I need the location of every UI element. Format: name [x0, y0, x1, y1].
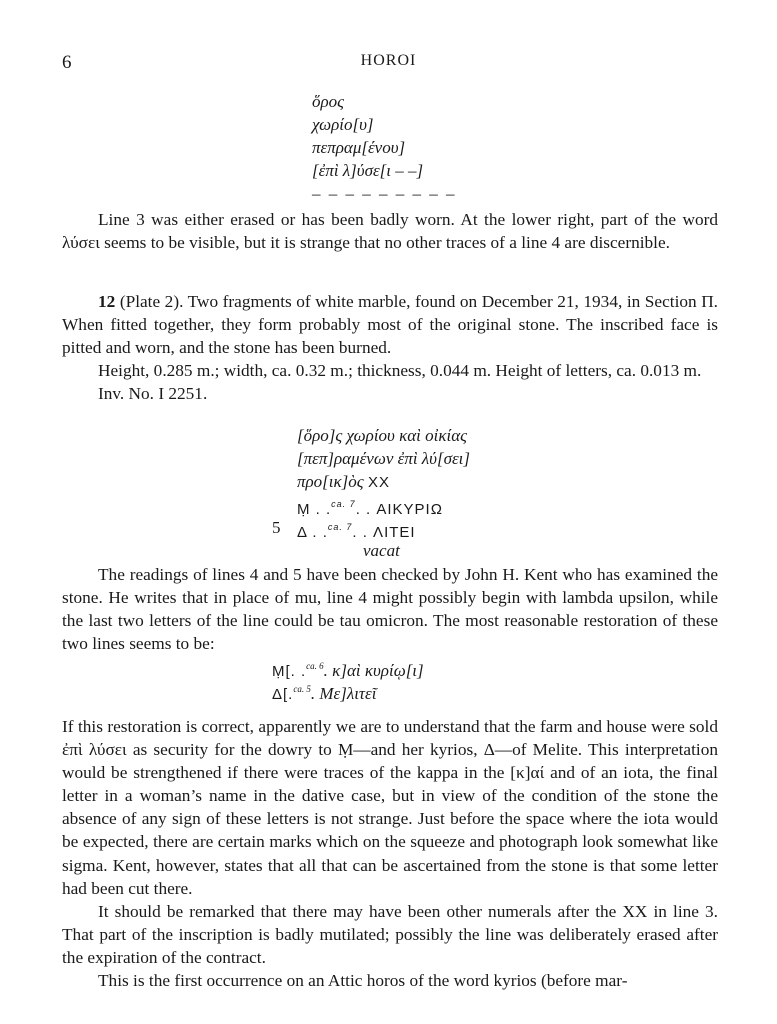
paragraph [62, 715, 718, 992]
inscription-line: πεπραμ[ένου] [312, 138, 406, 157]
inscription-text: . . ΑΙΚΥΡΙΩ [355, 501, 443, 518]
restoration-text: Ṃ[. . [272, 663, 307, 680]
paragraph [62, 208, 718, 254]
paragraph-text: If this restoration is correct, apparently we are to understand that the farm and house were sold ἐπὶ λύσει as security for the dowry to Ṃ—and her kyrios, Δ—of Melite. This interpretation would be strengthened if there were traces of the kappa in the [κ]αί and of an iota, the final letter in a woman’s name in the dative case, but in view of the condition of the stone the absence of any sign of these letters is not strange. Just before the space where the iota would be expected, there are certain marks which on the squeeze and photograph look somewhat like sigma. Kent, however, states that all that can be ascertained from the stone is that some letter had been cut there. [62, 717, 718, 898]
lacuna-count: ca. 7 [327, 522, 353, 532]
entry-inventory: Inv. No. I 2251. [98, 384, 208, 404]
restoration-line [272, 678, 424, 701]
entry-intro [62, 290, 718, 359]
inscription-line [272, 516, 470, 541]
page-number: 6 [62, 52, 72, 73]
restoration-text: . Με]λιτεῖ [310, 684, 377, 703]
inscription-11 [312, 90, 457, 205]
paragraph [62, 563, 718, 655]
inscription-line [297, 470, 470, 493]
paragraph-text: Line 3 was either erased or has been badly worn. At the lower right, part of the word λύσει seems to be visible, but it is strange that no other traces of a line 4 are discernible. [62, 210, 718, 253]
restoration [272, 655, 424, 701]
inscription-line: ὅρος [312, 92, 345, 111]
inscription-text: . . ΛΙΤΕΙ [352, 524, 416, 541]
paragraph-text: It should be remarked that there may have been other numerals after the XX in line 3. That part of the inscription is badly mutilated; possibly the line was deliberately erased after the expiration of the contract. [62, 901, 718, 967]
inscription-line: [ἐπὶ λ]ύσε[ι – –] [312, 161, 424, 180]
inscription-12 [272, 424, 471, 562]
entry-dimensions: Height, 0.285 m.; width, ca. 0.32 m.; thickness, 0.044 m. Height of letters, ca. 0.013 m. [98, 361, 702, 381]
paragraph-text: This is the first occurrence on an Attic horos of the word kyrios (before mar- [98, 971, 628, 991]
vacat-note: vacat [363, 541, 400, 560]
page-header [0, 52, 777, 76]
inscription-text: Ṃ . . [297, 501, 332, 518]
running-head: HOROI [360, 52, 417, 69]
lacuna-count: ca. 7 [331, 499, 356, 509]
restoration-text: Δ[. [272, 686, 294, 703]
inscription-line: χωρίο[υ] [312, 115, 374, 134]
restoration-text: . κ]αὶ κυρίῳ[ι] [323, 661, 424, 680]
inscription-text: Δ . . [297, 524, 328, 541]
entry-intro-text: (Plate 2). Two fragments of white marble, found on December 21, 1934, in Section Π. When fitted together, they form probably most of the original stone. The inscribed face is pitted and worn, and the stone has been burned. [62, 292, 718, 358]
lacuna-count: ca. 6 [306, 661, 324, 671]
restoration-line [272, 655, 424, 678]
inscription-line [297, 493, 470, 516]
entry-12 [62, 290, 718, 405]
inscription-text: προ[ικ]ὸς [297, 472, 364, 491]
inscription-line: [πεπ]ραμένων ἐπὶ λύ[σει] [297, 449, 471, 468]
inscription-line: [ὅρο]ς χωρίου καὶ οἰκίας [297, 426, 468, 445]
lacuna-count: ca. 5 [293, 684, 311, 694]
entry-number: 12 [98, 292, 116, 311]
inscription-line: – – – – – – – – – [312, 184, 457, 203]
paragraph-text: The readings of lines 4 and 5 have been checked by John H. Kent who has examined the stone. He writes that in place of mu, line 4 might possibly begin with lambda upsilon, while the last two letters of the line could be tau omicron. The most reasonable restoration of these two lines seems to be: [62, 565, 718, 654]
inscription-numeral: XX [367, 474, 390, 491]
line-number: 5 [272, 518, 282, 537]
